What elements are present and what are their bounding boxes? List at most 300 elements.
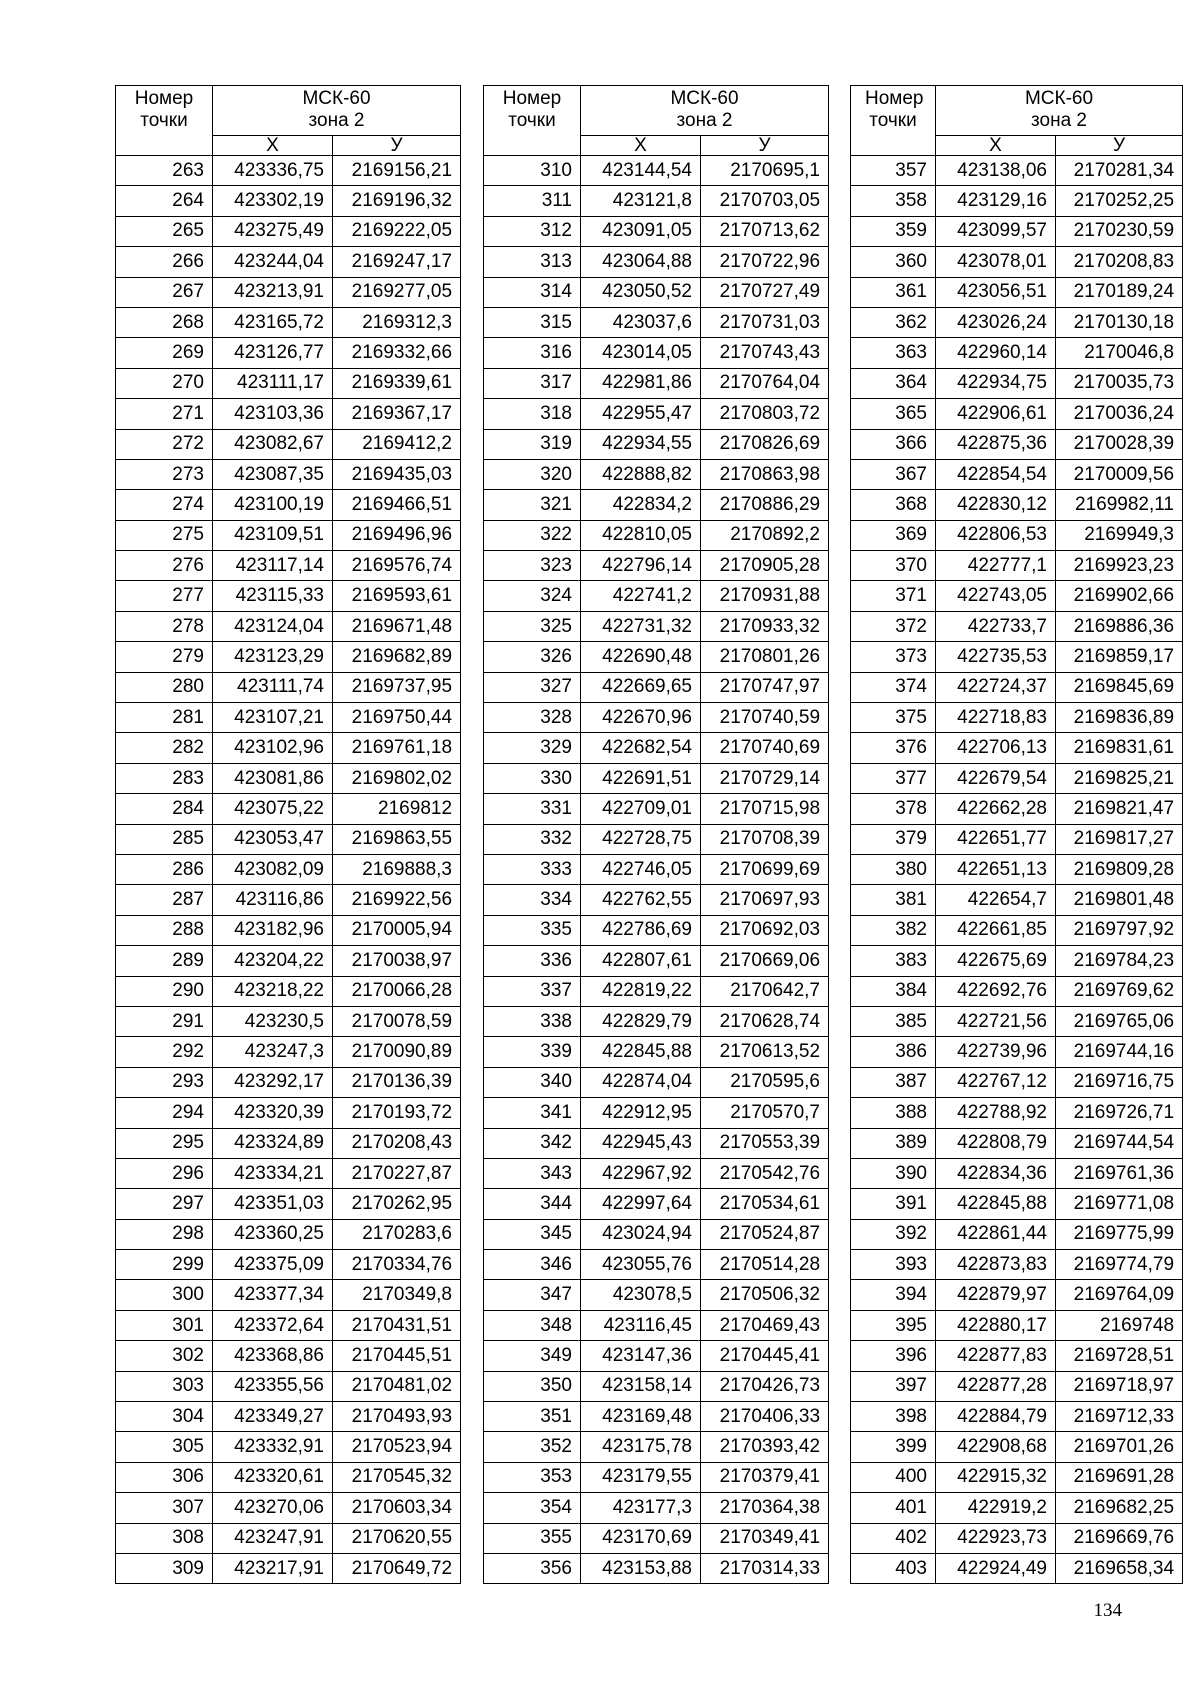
table-row bbox=[484, 1371, 829, 1401]
y-coordinate-cell: 2169716,75 bbox=[1056, 1067, 1183, 1097]
y-coordinate-cell: 2170524,87 bbox=[701, 1219, 829, 1249]
point-number-cell: 351 bbox=[484, 1402, 581, 1432]
x-coordinate-cell: 422877,83 bbox=[936, 1341, 1056, 1371]
table-row bbox=[484, 733, 829, 763]
point-number-cell: 378 bbox=[851, 794, 936, 824]
x-coordinate-cell: 423091,05 bbox=[581, 216, 701, 246]
table-row bbox=[851, 794, 1183, 824]
point-number-cell: 385 bbox=[851, 1006, 936, 1036]
y-coordinate-cell: 2170722,96 bbox=[701, 247, 829, 277]
x-coordinate-cell: 423375,09 bbox=[213, 1250, 333, 1280]
point-number-cell: 390 bbox=[851, 1158, 936, 1188]
y-coordinate-cell: 2169412,2 bbox=[333, 429, 461, 459]
table-row bbox=[851, 1493, 1183, 1523]
y-coordinate-cell: 2169784,23 bbox=[1056, 946, 1183, 976]
x-coordinate-cell: 422767,12 bbox=[936, 1067, 1056, 1097]
y-coordinate-cell: 2169797,92 bbox=[1056, 915, 1183, 945]
point-number-cell: 395 bbox=[851, 1310, 936, 1340]
y-coordinate-cell: 2170642,7 bbox=[701, 976, 829, 1006]
point-number-cell: 374 bbox=[851, 672, 936, 702]
table-row bbox=[851, 763, 1183, 793]
table-row bbox=[484, 1493, 829, 1523]
table-row bbox=[484, 1098, 829, 1128]
point-number-cell: 339 bbox=[484, 1037, 581, 1067]
table-row bbox=[484, 429, 829, 459]
y-coordinate-cell: 2170426,73 bbox=[701, 1371, 829, 1401]
table-row bbox=[484, 1250, 829, 1280]
x-coordinate-cell: 422997,64 bbox=[581, 1189, 701, 1219]
point-number-cell: 342 bbox=[484, 1128, 581, 1158]
y-coordinate-cell: 2170208,43 bbox=[333, 1128, 461, 1158]
x-coordinate-cell: 422834,2 bbox=[581, 490, 701, 520]
x-coordinate-cell: 423177,3 bbox=[581, 1493, 701, 1523]
x-coordinate-cell: 422884,79 bbox=[936, 1402, 1056, 1432]
table-row bbox=[851, 1462, 1183, 1492]
table-row bbox=[484, 186, 829, 216]
x-coordinate-cell: 423349,27 bbox=[213, 1402, 333, 1432]
table-row bbox=[851, 1553, 1183, 1583]
x-coordinate-cell: 422861,44 bbox=[936, 1219, 1056, 1249]
y-coordinate-cell: 2170727,49 bbox=[701, 277, 829, 307]
point-number-cell: 376 bbox=[851, 733, 936, 763]
y-coordinate-cell: 2170406,33 bbox=[701, 1402, 829, 1432]
x-coordinate-cell: 423320,39 bbox=[213, 1098, 333, 1128]
point-number-cell: 338 bbox=[484, 1006, 581, 1036]
y-coordinate-cell: 2169821,47 bbox=[1056, 794, 1183, 824]
point-number-cell: 323 bbox=[484, 551, 581, 581]
x-coordinate-cell: 422967,92 bbox=[581, 1158, 701, 1188]
x-coordinate-cell: 422934,55 bbox=[581, 429, 701, 459]
table-row bbox=[116, 551, 461, 581]
x-coordinate-cell: 423360,25 bbox=[213, 1219, 333, 1249]
point-number-cell: 364 bbox=[851, 368, 936, 398]
x-coordinate-cell: 423217,91 bbox=[213, 1553, 333, 1583]
table-row bbox=[851, 854, 1183, 884]
table-row bbox=[484, 307, 829, 337]
header-y: У bbox=[1056, 136, 1183, 156]
point-number-cell: 267 bbox=[116, 277, 213, 307]
point-number-cell: 346 bbox=[484, 1250, 581, 1280]
y-coordinate-cell: 2170692,03 bbox=[701, 915, 829, 945]
point-number-cell: 313 bbox=[484, 247, 581, 277]
y-coordinate-cell: 2170481,02 bbox=[333, 1371, 461, 1401]
table-row bbox=[851, 1098, 1183, 1128]
y-coordinate-cell: 2169332,66 bbox=[333, 338, 461, 368]
point-number-cell: 311 bbox=[484, 186, 581, 216]
x-coordinate-cell: 422651,13 bbox=[936, 854, 1056, 884]
point-number-cell: 370 bbox=[851, 551, 936, 581]
point-number-cell: 308 bbox=[116, 1523, 213, 1553]
y-coordinate-cell: 2170905,28 bbox=[701, 551, 829, 581]
x-coordinate-cell: 423377,34 bbox=[213, 1280, 333, 1310]
y-coordinate-cell: 2170863,98 bbox=[701, 459, 829, 489]
table-row bbox=[116, 1067, 461, 1097]
table-row bbox=[851, 520, 1183, 550]
header-x: Х bbox=[936, 136, 1056, 156]
point-number-cell: 291 bbox=[116, 1006, 213, 1036]
x-coordinate-cell: 422679,54 bbox=[936, 763, 1056, 793]
y-coordinate-cell: 2169576,74 bbox=[333, 551, 461, 581]
y-coordinate-cell: 2169765,06 bbox=[1056, 1006, 1183, 1036]
x-coordinate-cell: 423050,52 bbox=[581, 277, 701, 307]
point-number-cell: 394 bbox=[851, 1280, 936, 1310]
table-row bbox=[851, 399, 1183, 429]
table-row bbox=[484, 824, 829, 854]
y-coordinate-cell: 2170931,88 bbox=[701, 581, 829, 611]
x-coordinate-cell: 423275,49 bbox=[213, 216, 333, 246]
y-coordinate-cell: 2169156,21 bbox=[333, 156, 461, 186]
x-coordinate-cell: 422743,05 bbox=[936, 581, 1056, 611]
x-coordinate-cell: 422721,56 bbox=[936, 1006, 1056, 1036]
table-row bbox=[116, 1310, 461, 1340]
table-row bbox=[116, 1250, 461, 1280]
point-number-cell: 301 bbox=[116, 1310, 213, 1340]
y-coordinate-cell: 2170035,73 bbox=[1056, 368, 1183, 398]
table-row bbox=[851, 307, 1183, 337]
x-coordinate-cell: 422908,68 bbox=[936, 1432, 1056, 1462]
table-row bbox=[116, 368, 461, 398]
x-coordinate-cell: 423026,24 bbox=[936, 307, 1056, 337]
table-row bbox=[116, 946, 461, 976]
y-coordinate-cell: 2169812 bbox=[333, 794, 461, 824]
header-x: Х bbox=[581, 136, 701, 156]
table-row bbox=[851, 1432, 1183, 1462]
page-number: 134 bbox=[1093, 1600, 1122, 1621]
header-x: Х bbox=[213, 136, 333, 156]
point-number-cell: 293 bbox=[116, 1067, 213, 1097]
x-coordinate-cell: 423053,47 bbox=[213, 824, 333, 854]
x-coordinate-cell: 422718,83 bbox=[936, 703, 1056, 733]
x-coordinate-cell: 423116,86 bbox=[213, 885, 333, 915]
x-coordinate-cell: 422830,12 bbox=[936, 490, 1056, 520]
x-coordinate-cell: 422662,28 bbox=[936, 794, 1056, 824]
point-number-cell: 331 bbox=[484, 794, 581, 824]
table-row bbox=[116, 915, 461, 945]
point-number-cell: 290 bbox=[116, 976, 213, 1006]
y-coordinate-cell: 2169902,66 bbox=[1056, 581, 1183, 611]
y-coordinate-cell: 2170028,39 bbox=[1056, 429, 1183, 459]
x-coordinate-cell: 423111,74 bbox=[213, 672, 333, 702]
table-row bbox=[116, 520, 461, 550]
point-number-cell: 288 bbox=[116, 915, 213, 945]
table-row bbox=[484, 581, 829, 611]
x-coordinate-cell: 423355,56 bbox=[213, 1371, 333, 1401]
point-number-cell: 396 bbox=[851, 1341, 936, 1371]
y-coordinate-cell: 2170886,29 bbox=[701, 490, 829, 520]
y-coordinate-cell: 2169726,71 bbox=[1056, 1098, 1183, 1128]
point-number-cell: 287 bbox=[116, 885, 213, 915]
point-number-cell: 327 bbox=[484, 672, 581, 702]
y-coordinate-cell: 2170542,76 bbox=[701, 1158, 829, 1188]
table-row bbox=[116, 581, 461, 611]
y-coordinate-cell: 2170703,05 bbox=[701, 186, 829, 216]
x-coordinate-cell: 423078,01 bbox=[936, 247, 1056, 277]
point-number-cell: 273 bbox=[116, 459, 213, 489]
point-number-cell: 403 bbox=[851, 1553, 936, 1583]
table-row bbox=[851, 1310, 1183, 1340]
x-coordinate-cell: 423103,36 bbox=[213, 399, 333, 429]
point-number-cell: 401 bbox=[851, 1493, 936, 1523]
y-coordinate-cell: 2170090,89 bbox=[333, 1037, 461, 1067]
table-row bbox=[484, 368, 829, 398]
point-number-cell: 326 bbox=[484, 642, 581, 672]
point-number-cell: 398 bbox=[851, 1402, 936, 1432]
x-coordinate-cell: 423292,17 bbox=[213, 1067, 333, 1097]
y-coordinate-cell: 2169817,27 bbox=[1056, 824, 1183, 854]
table-row bbox=[484, 277, 829, 307]
y-coordinate-cell: 2170136,39 bbox=[333, 1067, 461, 1097]
header-system-name: МСК-60 bbox=[670, 88, 739, 109]
y-coordinate-cell: 2169748 bbox=[1056, 1310, 1183, 1340]
x-coordinate-cell: 423158,14 bbox=[581, 1371, 701, 1401]
point-number-cell: 264 bbox=[116, 186, 213, 216]
x-coordinate-cell: 423099,57 bbox=[936, 216, 1056, 246]
point-number-cell: 348 bbox=[484, 1310, 581, 1340]
point-number-cell: 341 bbox=[484, 1098, 581, 1128]
point-number-cell: 284 bbox=[116, 794, 213, 824]
table-row bbox=[851, 1219, 1183, 1249]
x-coordinate-cell: 423082,67 bbox=[213, 429, 333, 459]
y-coordinate-cell: 2169764,09 bbox=[1056, 1280, 1183, 1310]
y-coordinate-cell: 2169367,17 bbox=[333, 399, 461, 429]
point-number-cell: 319 bbox=[484, 429, 581, 459]
table-row bbox=[851, 642, 1183, 672]
x-coordinate-cell: 423169,48 bbox=[581, 1402, 701, 1432]
point-number-cell: 292 bbox=[116, 1037, 213, 1067]
point-number-cell: 274 bbox=[116, 490, 213, 520]
x-coordinate-cell: 422981,86 bbox=[581, 368, 701, 398]
table-row bbox=[851, 368, 1183, 398]
table-row bbox=[116, 216, 461, 246]
y-coordinate-cell: 2170005,94 bbox=[333, 915, 461, 945]
table-row bbox=[851, 1006, 1183, 1036]
x-coordinate-cell: 423037,6 bbox=[581, 307, 701, 337]
table-row bbox=[851, 1189, 1183, 1219]
point-number-cell: 302 bbox=[116, 1341, 213, 1371]
x-coordinate-cell: 422879,97 bbox=[936, 1280, 1056, 1310]
y-coordinate-cell: 2170283,6 bbox=[333, 1219, 461, 1249]
table-row bbox=[484, 1523, 829, 1553]
header-system-name: МСК-60 bbox=[302, 88, 371, 109]
x-coordinate-cell: 422912,95 bbox=[581, 1098, 701, 1128]
y-coordinate-cell: 2170009,56 bbox=[1056, 459, 1183, 489]
table-row bbox=[484, 1553, 829, 1583]
point-number-cell: 328 bbox=[484, 703, 581, 733]
table-row bbox=[116, 1037, 461, 1067]
table-row bbox=[484, 946, 829, 976]
x-coordinate-cell: 422873,83 bbox=[936, 1250, 1056, 1280]
x-coordinate-cell: 422669,65 bbox=[581, 672, 701, 702]
y-coordinate-cell: 2170803,72 bbox=[701, 399, 829, 429]
y-coordinate-cell: 2170130,18 bbox=[1056, 307, 1183, 337]
x-coordinate-cell: 423075,22 bbox=[213, 794, 333, 824]
point-number-cell: 278 bbox=[116, 611, 213, 641]
point-number-cell: 352 bbox=[484, 1432, 581, 1462]
x-coordinate-cell: 422706,13 bbox=[936, 733, 1056, 763]
point-number-cell: 306 bbox=[116, 1462, 213, 1492]
x-coordinate-cell: 423153,88 bbox=[581, 1553, 701, 1583]
table-row bbox=[116, 277, 461, 307]
y-coordinate-cell: 2169466,51 bbox=[333, 490, 461, 520]
table-row bbox=[116, 824, 461, 854]
y-coordinate-cell: 2170699,69 bbox=[701, 854, 829, 884]
y-coordinate-cell: 2170740,59 bbox=[701, 703, 829, 733]
x-coordinate-cell: 423102,96 bbox=[213, 733, 333, 763]
table-row bbox=[851, 277, 1183, 307]
table-row bbox=[851, 915, 1183, 945]
y-coordinate-cell: 2170729,14 bbox=[701, 763, 829, 793]
point-number-cell: 280 bbox=[116, 672, 213, 702]
point-number-cell: 375 bbox=[851, 703, 936, 733]
x-coordinate-cell: 422739,96 bbox=[936, 1037, 1056, 1067]
y-coordinate-cell: 2170514,28 bbox=[701, 1250, 829, 1280]
table-row bbox=[116, 186, 461, 216]
point-number-cell: 335 bbox=[484, 915, 581, 945]
table-row bbox=[116, 1493, 461, 1523]
y-coordinate-cell: 2169836,89 bbox=[1056, 703, 1183, 733]
point-number-cell: 269 bbox=[116, 338, 213, 368]
point-number-cell: 285 bbox=[116, 824, 213, 854]
y-coordinate-cell: 2169802,02 bbox=[333, 763, 461, 793]
y-coordinate-cell: 2170349,8 bbox=[333, 1280, 461, 1310]
point-number-cell: 282 bbox=[116, 733, 213, 763]
point-number-cell: 381 bbox=[851, 885, 936, 915]
x-coordinate-cell: 423324,89 bbox=[213, 1128, 333, 1158]
point-number-cell: 279 bbox=[116, 642, 213, 672]
y-coordinate-cell: 2169728,51 bbox=[1056, 1341, 1183, 1371]
y-coordinate-cell: 2170603,34 bbox=[333, 1493, 461, 1523]
point-number-cell: 345 bbox=[484, 1219, 581, 1249]
x-coordinate-cell: 422834,36 bbox=[936, 1158, 1056, 1188]
x-coordinate-cell: 423082,09 bbox=[213, 854, 333, 884]
point-number-cell: 304 bbox=[116, 1402, 213, 1432]
x-coordinate-cell: 422746,05 bbox=[581, 854, 701, 884]
x-coordinate-cell: 423064,88 bbox=[581, 247, 701, 277]
x-coordinate-cell: 422854,54 bbox=[936, 459, 1056, 489]
point-number-cell: 333 bbox=[484, 854, 581, 884]
point-number-cell: 373 bbox=[851, 642, 936, 672]
x-coordinate-cell: 422728,75 bbox=[581, 824, 701, 854]
x-coordinate-cell: 423213,91 bbox=[213, 277, 333, 307]
table-row bbox=[851, 1402, 1183, 1432]
table-row bbox=[116, 459, 461, 489]
point-number-cell: 298 bbox=[116, 1219, 213, 1249]
point-number-cell: 307 bbox=[116, 1493, 213, 1523]
point-number-cell: 347 bbox=[484, 1280, 581, 1310]
y-coordinate-cell: 2170613,52 bbox=[701, 1037, 829, 1067]
x-coordinate-cell: 422682,54 bbox=[581, 733, 701, 763]
point-number-cell: 325 bbox=[484, 611, 581, 641]
y-coordinate-cell: 2170764,04 bbox=[701, 368, 829, 398]
table-row bbox=[116, 1553, 461, 1583]
x-coordinate-cell: 423270,06 bbox=[213, 1493, 333, 1523]
point-number-cell: 365 bbox=[851, 399, 936, 429]
y-coordinate-cell: 2170669,06 bbox=[701, 946, 829, 976]
table-row bbox=[484, 490, 829, 520]
point-number-cell: 283 bbox=[116, 763, 213, 793]
table-row bbox=[851, 1371, 1183, 1401]
table-row bbox=[116, 976, 461, 1006]
point-number-cell: 295 bbox=[116, 1128, 213, 1158]
table-row bbox=[116, 1158, 461, 1188]
y-coordinate-cell: 2169888,3 bbox=[333, 854, 461, 884]
x-coordinate-cell: 423129,16 bbox=[936, 186, 1056, 216]
table-row bbox=[851, 338, 1183, 368]
y-coordinate-cell: 2170393,42 bbox=[701, 1432, 829, 1462]
x-coordinate-cell: 423121,8 bbox=[581, 186, 701, 216]
point-number-cell: 299 bbox=[116, 1250, 213, 1280]
table-row bbox=[116, 763, 461, 793]
x-coordinate-cell: 422806,53 bbox=[936, 520, 1056, 550]
x-coordinate-cell: 423138,06 bbox=[936, 156, 1056, 186]
point-number-cell: 314 bbox=[484, 277, 581, 307]
y-coordinate-cell: 2170431,51 bbox=[333, 1310, 461, 1340]
table-row bbox=[851, 1158, 1183, 1188]
y-coordinate-cell: 2169774,79 bbox=[1056, 1250, 1183, 1280]
x-coordinate-cell: 422874,04 bbox=[581, 1067, 701, 1097]
y-coordinate-cell: 2169771,08 bbox=[1056, 1189, 1183, 1219]
y-coordinate-cell: 2170553,39 bbox=[701, 1128, 829, 1158]
table-row bbox=[484, 794, 829, 824]
x-coordinate-cell: 422788,92 bbox=[936, 1098, 1056, 1128]
table-row bbox=[851, 1067, 1183, 1097]
y-coordinate-cell: 2170252,25 bbox=[1056, 186, 1183, 216]
table-row bbox=[116, 1341, 461, 1371]
y-coordinate-cell: 2170038,97 bbox=[333, 946, 461, 976]
table-row bbox=[116, 703, 461, 733]
x-coordinate-cell: 422888,82 bbox=[581, 459, 701, 489]
table-row bbox=[851, 885, 1183, 915]
y-coordinate-cell: 2169863,55 bbox=[333, 824, 461, 854]
x-coordinate-cell: 423107,21 bbox=[213, 703, 333, 733]
point-number-cell: 354 bbox=[484, 1493, 581, 1523]
y-coordinate-cell: 2170740,69 bbox=[701, 733, 829, 763]
point-number-cell: 318 bbox=[484, 399, 581, 429]
y-coordinate-cell: 2169809,28 bbox=[1056, 854, 1183, 884]
y-coordinate-cell: 2169682,89 bbox=[333, 642, 461, 672]
x-coordinate-cell: 422829,79 bbox=[581, 1006, 701, 1036]
table-row bbox=[484, 763, 829, 793]
point-number-cell: 350 bbox=[484, 1371, 581, 1401]
table-row bbox=[851, 459, 1183, 489]
table-row bbox=[116, 1462, 461, 1492]
table-row bbox=[484, 976, 829, 1006]
point-number-cell: 324 bbox=[484, 581, 581, 611]
point-number-cell: 334 bbox=[484, 885, 581, 915]
y-coordinate-cell: 2169761,18 bbox=[333, 733, 461, 763]
table-row bbox=[116, 885, 461, 915]
y-coordinate-cell: 2170208,83 bbox=[1056, 247, 1183, 277]
y-coordinate-cell: 2169886,36 bbox=[1056, 611, 1183, 641]
table-row bbox=[851, 1341, 1183, 1371]
y-coordinate-cell: 2169682,25 bbox=[1056, 1493, 1183, 1523]
point-number-cell: 357 bbox=[851, 156, 936, 186]
point-number-cell: 312 bbox=[484, 216, 581, 246]
table-row bbox=[116, 1371, 461, 1401]
x-coordinate-cell: 422741,2 bbox=[581, 581, 701, 611]
y-coordinate-cell: 2170801,26 bbox=[701, 642, 829, 672]
coordinates-table-1 bbox=[115, 85, 461, 1584]
header-zone: зона 2 bbox=[308, 110, 365, 131]
point-number-cell: 300 bbox=[116, 1280, 213, 1310]
point-number-cell: 270 bbox=[116, 368, 213, 398]
y-coordinate-cell: 2169435,03 bbox=[333, 459, 461, 489]
y-coordinate-cell: 2170227,87 bbox=[333, 1158, 461, 1188]
x-coordinate-cell: 423302,19 bbox=[213, 186, 333, 216]
point-number-cell: 332 bbox=[484, 824, 581, 854]
x-coordinate-cell: 422880,17 bbox=[936, 1310, 1056, 1340]
y-coordinate-cell: 2170697,93 bbox=[701, 885, 829, 915]
